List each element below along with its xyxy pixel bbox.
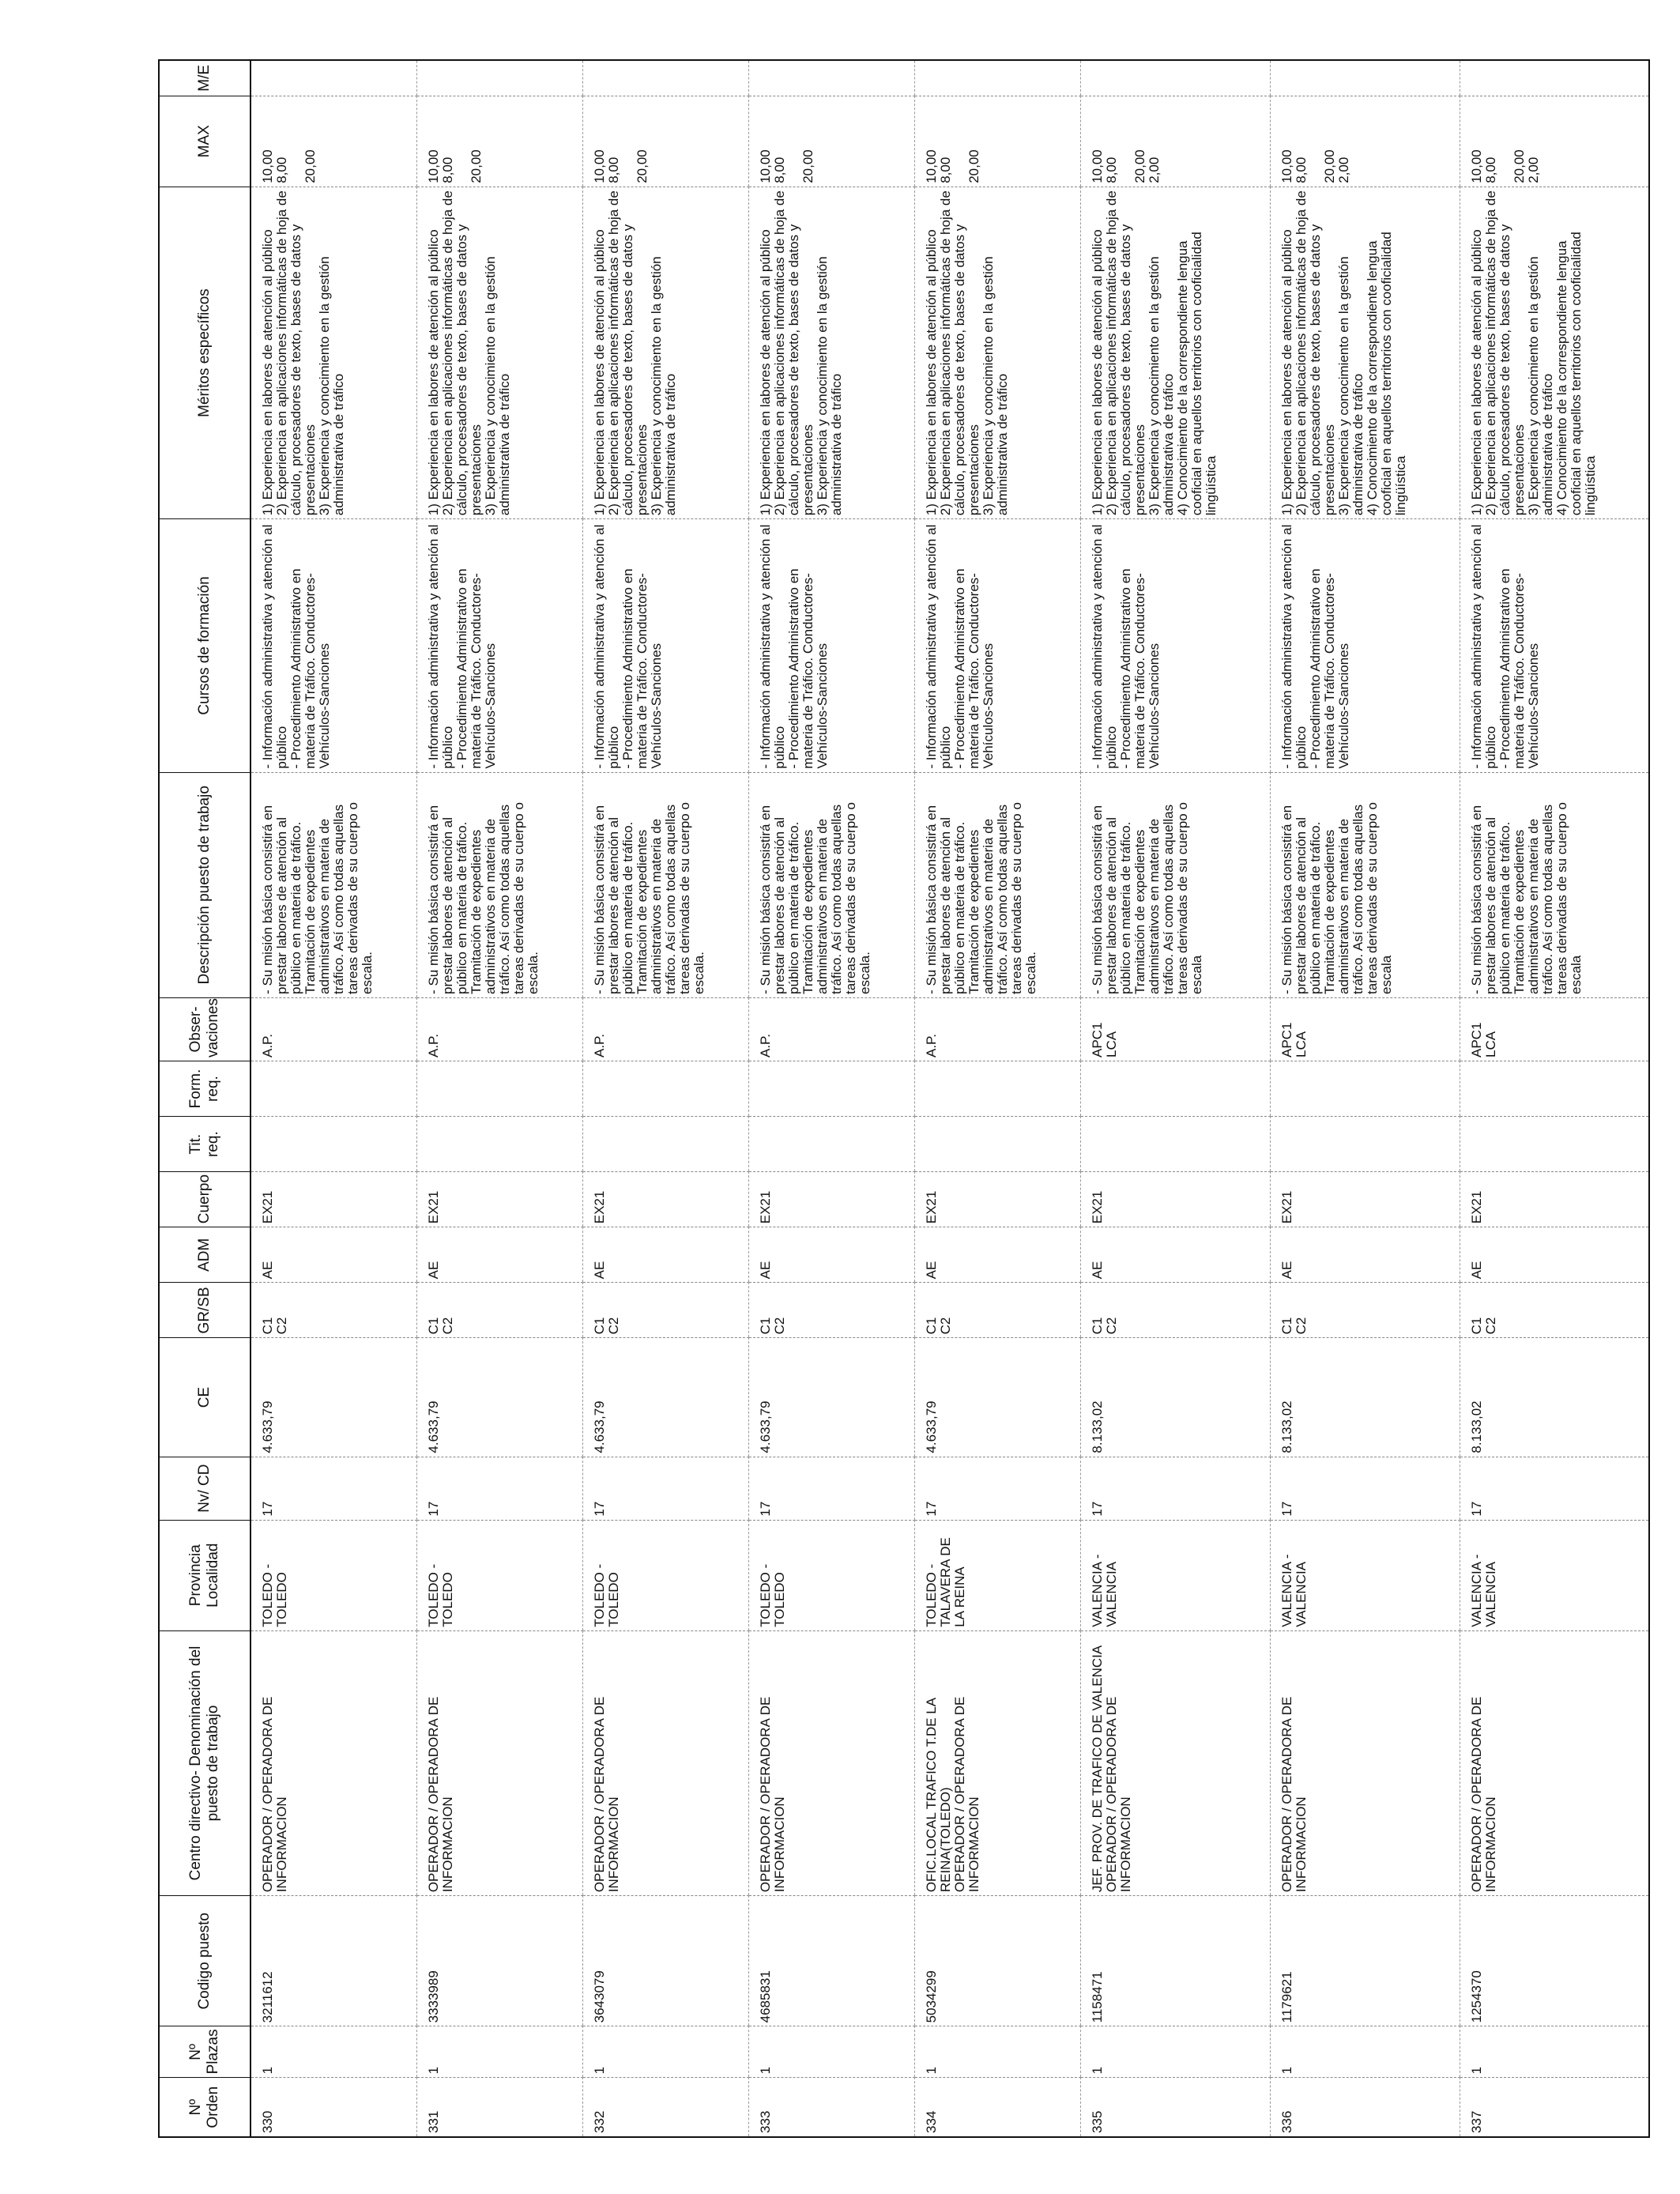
- cell-max: [748, 96, 914, 187]
- cell-observaciones: [582, 997, 748, 1061]
- cell-titulacion: [914, 1117, 1080, 1172]
- grupo-value: C2: [274, 1317, 289, 1335]
- curso-item: - Información administrativa y atención al público: [1468, 524, 1498, 769]
- cell-observaciones: [250, 997, 416, 1061]
- cell-titulacion: [1080, 1117, 1270, 1172]
- cell-ce: 8.133,02: [1270, 1338, 1460, 1457]
- grupo-value: C2: [771, 1317, 787, 1335]
- merito-item: 2) Experiencia en aplicaciones informáticas de hoja de cálculo, procesadores de texto, bases de datos y presentaciones: [439, 190, 484, 516]
- cell-grupo: [748, 1283, 914, 1338]
- cell-centro: [748, 1630, 914, 1895]
- grupo-value: C1: [1279, 1317, 1294, 1335]
- cell-meritos: [1080, 187, 1270, 518]
- curso-item: - Procedimiento Administrativo en materia de Tráfico. Conductores-Vehículos-Sanciones: [620, 568, 664, 769]
- cell-grupo: [914, 1283, 1080, 1338]
- cell-cuerpo: EX21: [748, 1172, 914, 1227]
- max-value: 10,00: [923, 149, 939, 183]
- cell-grupo: [250, 1283, 416, 1338]
- merito-item: 1) Experiencia en labores de atención al público: [1468, 229, 1484, 516]
- cell-codigo: 3211612: [250, 1896, 416, 2026]
- cell-plazas: 1: [1460, 2026, 1649, 2078]
- cell-descripcion: - Su misión básica consistirá en prestar labores de atención al público en materia de tráfico. Tramitación de expedientes administrativos en materia de tráfico. Así como todas aquellas tareas derivadas de su cuerpo o escala: [1460, 772, 1649, 997]
- cell-nivel: 17: [250, 1457, 416, 1520]
- max-value: 10,00: [260, 149, 275, 183]
- cell-cursos: [1460, 519, 1649, 772]
- table-header: [159, 60, 250, 2137]
- cell-cuerpo: EX21: [914, 1172, 1080, 1227]
- cell-observaciones: [1460, 997, 1649, 1061]
- cell-provincia: TOLEDO - TOLEDO: [582, 1520, 748, 1630]
- cell-formacion: [250, 1061, 416, 1117]
- cell-cursos: [914, 519, 1080, 772]
- table-row: [914, 60, 1080, 2137]
- cell-grupo: [582, 1283, 748, 1338]
- cell-descripcion: - Su misión básica consistirá en prestar labores de atención al público en materia de tráfico. Tramitación de expedientes administrativos en materia de tráfico. Así como todas aquellas tareas derivadas de su cuerpo o escala.: [748, 772, 914, 997]
- puesto-denominacion: OPERADOR / OPERADORA DE INFORMACION: [1468, 1696, 1498, 1893]
- cell-me: [748, 60, 914, 96]
- max-value: 8,00: [274, 156, 289, 183]
- table-body: [250, 60, 1649, 2137]
- cell-ce: 4.633,79: [748, 1338, 914, 1457]
- max-value: 10,00: [1468, 149, 1484, 183]
- cell-ce: 8.133,02: [1460, 1338, 1649, 1457]
- cell-codigo: 4685831: [748, 1896, 914, 2026]
- cell-max: [416, 96, 582, 187]
- cell-titulacion: [1270, 1117, 1460, 1172]
- cell-orden: 331: [416, 2078, 582, 2137]
- cell-adm: AE: [416, 1227, 582, 1283]
- observacion-value: A.P.: [425, 1034, 441, 1058]
- cell-plazas: 1: [250, 2026, 416, 2078]
- cell-max: [250, 96, 416, 187]
- header-formacion: Form. req.: [159, 1061, 250, 1117]
- max-value: 8,00: [771, 156, 787, 183]
- table-row: [582, 60, 748, 2137]
- cell-formacion: [748, 1061, 914, 1117]
- cell-cuerpo: EX21: [582, 1172, 748, 1227]
- cell-grupo: [1460, 1283, 1649, 1338]
- cell-centro: [914, 1630, 1080, 1895]
- grupo-value: C1: [425, 1317, 441, 1335]
- cell-cuerpo: EX21: [1080, 1172, 1270, 1227]
- cell-adm: AE: [250, 1227, 416, 1283]
- header-grupo: GR/SB: [159, 1283, 250, 1338]
- cell-adm: AE: [914, 1227, 1080, 1283]
- cell-descripcion: - Su misión básica consistirá en prestar labores de atención al público en materia de tráfico. Tramitación de expedientes administrativos en materia de tráfico. Así como todas aquellas tareas derivadas de su cuerpo o escala.: [416, 772, 582, 997]
- header-codigo: Codigo puesto: [159, 1896, 250, 2026]
- merito-item: 1) Experiencia en labores de atención al público: [260, 229, 275, 516]
- curso-item: - Información administrativa y atención al público: [1279, 524, 1309, 769]
- cell-descripcion: - Su misión básica consistirá en prestar labores de atención al público en materia de tráfico. Tramitación de expedientes administrativos en materia de tráfico. Así como todas aquellas tareas derivadas de su cuerpo o escala: [1080, 772, 1270, 997]
- cell-ce: 8.133,02: [1080, 1338, 1270, 1457]
- cell-orden: 330: [250, 2078, 416, 2137]
- max-value: 8,00: [605, 156, 621, 183]
- cell-cuerpo: EX21: [250, 1172, 416, 1227]
- puesto-denominacion: OPERADOR / OPERADORA DE INFORMACION: [1103, 1696, 1133, 1893]
- cell-codigo: 5034299: [914, 1896, 1080, 2026]
- cell-orden: 332: [582, 2078, 748, 2137]
- cell-codigo: 1254370: [1460, 1896, 1649, 2026]
- observacion-value: APC1: [1089, 1022, 1105, 1058]
- cell-max: [1080, 96, 1270, 187]
- cell-meritos: [582, 187, 748, 518]
- header-titulacion: Tit. req.: [159, 1117, 250, 1172]
- curso-item: - Información administrativa y atención al público: [425, 524, 455, 769]
- puesto-denominacion: OPERADOR / OPERADORA DE INFORMACION: [1279, 1696, 1309, 1893]
- cell-centro: [1080, 1630, 1270, 1895]
- cell-max: [1270, 96, 1460, 187]
- centro-directivo: JEF. PROV. DE TRAFICO DE VALENCIA: [1089, 1645, 1105, 1893]
- cell-me: [416, 60, 582, 96]
- centro-directivo: OFIC.LOCAL TRAFICO T.DE LA REINA(TOLEDO): [923, 1698, 953, 1893]
- grupo-value: C2: [439, 1317, 455, 1335]
- cell-provincia: VALENCIA - VALENCIA: [1080, 1520, 1270, 1630]
- cell-codigo: 3333989: [416, 1896, 582, 2026]
- cell-codigo: 1179621: [1270, 1896, 1460, 2026]
- cell-descripcion: - Su misión básica consistirá en prestar labores de atención al público en materia de tráfico. Tramitación de expedientes administrativos en materia de tráfico. Así como todas aquellas tareas derivadas de su cuerpo o escala: [1270, 772, 1460, 997]
- max-value: 20,00: [1511, 149, 1527, 183]
- puesto-denominacion: OPERADOR / OPERADORA DE INFORMACION: [591, 1696, 621, 1893]
- observacion-value: LCA: [1103, 1031, 1119, 1058]
- curso-item: - Procedimiento Administrativo en materia de Tráfico. Conductores-Vehículos-Sanciones: [1497, 568, 1541, 769]
- table-row: [416, 60, 582, 2137]
- table-row: [748, 60, 914, 2137]
- cell-cursos: [748, 519, 914, 772]
- cell-plazas: 1: [914, 2026, 1080, 2078]
- cell-provincia: TOLEDO - TOLEDO: [748, 1520, 914, 1630]
- header-cursos: Cursos de formación: [159, 519, 250, 772]
- header-cuerpo: Cuerpo: [159, 1172, 250, 1227]
- cell-adm: AE: [582, 1227, 748, 1283]
- cell-nivel: 17: [582, 1457, 748, 1520]
- header-centro: Centro directivo- Denominación del puesto de trabajo: [159, 1630, 250, 1895]
- merito-item: 2) Experiencia en aplicaciones informáticas de hoja de cálculo, procesadores de texto, bases de datos y presentaciones: [771, 190, 816, 516]
- curso-item: - Información administrativa y atención al público: [1089, 524, 1119, 769]
- cell-orden: 335: [1080, 2078, 1270, 2137]
- cell-me: [1080, 60, 1270, 96]
- cell-cuerpo: EX21: [416, 1172, 582, 1227]
- cell-formacion: [1460, 1061, 1649, 1117]
- table-row: [1080, 60, 1270, 2137]
- grupo-value: C1: [260, 1317, 275, 1335]
- grupo-value: C1: [1089, 1317, 1105, 1335]
- cell-formacion: [416, 1061, 582, 1117]
- observacion-value: A.P.: [260, 1034, 275, 1058]
- cell-titulacion: [416, 1117, 582, 1172]
- grupo-value: C2: [937, 1317, 953, 1335]
- cell-centro: [416, 1630, 582, 1895]
- cell-max: [582, 96, 748, 187]
- cell-titulacion: [250, 1117, 416, 1172]
- cell-formacion: [914, 1061, 1080, 1117]
- merito-item: 3) Experiencia y conocimiento en la gestión administrativa de tráfico: [482, 256, 512, 516]
- cell-provincia: TOLEDO - TOLEDO: [416, 1520, 582, 1630]
- curso-item: - Información administrativa y atención al público: [260, 524, 289, 769]
- observacion-value: APC1: [1468, 1022, 1484, 1058]
- cell-provincia: TOLEDO - TOLEDO: [250, 1520, 416, 1630]
- observacion-value: APC1: [1279, 1022, 1294, 1058]
- max-value: 20,00: [468, 149, 484, 183]
- max-value: 20,00: [303, 149, 318, 183]
- cell-cursos: [582, 519, 748, 772]
- cell-orden: 336: [1270, 2078, 1460, 2137]
- cell-titulacion: [1460, 1117, 1649, 1172]
- cell-grupo: [416, 1283, 582, 1338]
- merito-item: 3) Experiencia y conocimiento en la gestión administrativa de tráfico: [317, 256, 346, 516]
- cell-plazas: 1: [416, 2026, 582, 2078]
- max-value: 8,00: [937, 156, 953, 183]
- max-value: 2,00: [1146, 156, 1162, 183]
- max-value: 20,00: [1132, 149, 1147, 183]
- cell-plazas: 1: [1080, 2026, 1270, 2078]
- cell-formacion: [1080, 1061, 1270, 1117]
- merito-item: 2) Experiencia en aplicaciones informáticas de hoja de cálculo, procesadores de texto, bases de datos y presentaciones: [605, 190, 650, 516]
- cell-formacion: [582, 1061, 748, 1117]
- header-plazas: Nº Plazas: [159, 2026, 250, 2078]
- cell-observaciones: [1270, 997, 1460, 1061]
- header-provincia: Provincia Localidad: [159, 1520, 250, 1630]
- table-row: [1460, 60, 1649, 2137]
- cell-nivel: 17: [1080, 1457, 1270, 1520]
- cell-cursos: [1270, 519, 1460, 772]
- merito-item: 3) Experiencia y conocimiento en la gestión administrativa de tráfico: [1525, 256, 1555, 516]
- merito-item: 2) Experiencia en aplicaciones informáticas de hoja de cálculo, procesadores de texto, bases de datos y presentaciones: [937, 190, 981, 516]
- cell-titulacion: [582, 1117, 748, 1172]
- max-value: 10,00: [1089, 149, 1105, 183]
- cell-nivel: 17: [914, 1457, 1080, 1520]
- cell-nivel: 17: [1460, 1457, 1649, 1520]
- positions-sheet: [158, 59, 1598, 2138]
- observacion-value: A.P.: [757, 1034, 773, 1058]
- merito-item: 2) Experiencia en aplicaciones informáticas de hoja de cálculo, procesadores de texto, bases de datos y presentaciones: [1482, 190, 1527, 516]
- merito-item: 1) Experiencia en labores de atención al público: [591, 229, 607, 516]
- positions-table: [158, 59, 1650, 2138]
- cell-adm: AE: [748, 1227, 914, 1283]
- observacion-value: A.P.: [591, 1034, 607, 1058]
- merito-item: 2) Experiencia en aplicaciones informáticas de hoja de cálculo, procesadores de texto, bases de datos y presentaciones: [274, 190, 318, 516]
- cell-max: [914, 96, 1080, 187]
- cell-nivel: 17: [416, 1457, 582, 1520]
- header-max: MAX: [159, 96, 250, 187]
- cell-nivel: 17: [748, 1457, 914, 1520]
- curso-item: - Información administrativa y atención al público: [757, 524, 787, 769]
- header-orden: Nº Orden: [159, 2078, 250, 2137]
- max-value: 10,00: [757, 149, 773, 183]
- curso-item: - Procedimiento Administrativo en materia de Tráfico. Conductores-Vehículos-Sanciones: [288, 568, 332, 769]
- observacion-value: A.P.: [923, 1034, 939, 1058]
- merito-item: 2) Experiencia en aplicaciones informáticas de hoja de cálculo, procesadores de texto, bases de datos y presentaciones: [1103, 190, 1147, 516]
- max-value: 8,00: [1482, 156, 1498, 183]
- max-value: 20,00: [1321, 149, 1337, 183]
- cell-cuerpo: EX21: [1460, 1172, 1649, 1227]
- cell-centro: [582, 1630, 748, 1895]
- header-observaciones: Obser- vaciones: [159, 997, 250, 1061]
- cell-provincia: VALENCIA - VALENCIA: [1460, 1520, 1649, 1630]
- max-value: 2,00: [1525, 156, 1541, 183]
- grupo-value: C1: [1468, 1317, 1484, 1335]
- cell-plazas: 1: [748, 2026, 914, 2078]
- cell-me: [1270, 60, 1460, 96]
- cell-adm: AE: [1460, 1227, 1649, 1283]
- merito-item: 4) Conocimiento de la correspondiente lengua cooficial en aquellos territorios con cooficialidad lingüística: [1364, 232, 1408, 516]
- merito-item: 3) Experiencia y conocimiento en la gestión administrativa de tráfico: [980, 256, 1010, 516]
- puesto-denominacion: OPERADOR / OPERADORA DE INFORMACION: [260, 1696, 289, 1893]
- merito-item: 4) Conocimiento de la correspondiente lengua cooficial en aquellos territorios con cooficialidad lingüística: [1554, 232, 1598, 516]
- cell-me: [250, 60, 416, 96]
- cell-adm: AE: [1080, 1227, 1270, 1283]
- cell-ce: 4.633,79: [914, 1338, 1080, 1457]
- cell-grupo: [1270, 1283, 1460, 1338]
- cell-orden: 334: [914, 2078, 1080, 2137]
- grupo-value: C1: [757, 1317, 773, 1335]
- observacion-value: LCA: [1293, 1031, 1309, 1058]
- header-meritos: Méritos específicos: [159, 187, 250, 518]
- cell-cursos: [250, 519, 416, 772]
- curso-item: - Procedimiento Administrativo en materia de Tráfico. Conductores-Vehículos-Sanciones: [785, 568, 830, 769]
- merito-item: 1) Experiencia en labores de atención al público: [757, 229, 773, 516]
- cell-me: [582, 60, 748, 96]
- cell-centro: [1270, 1630, 1460, 1895]
- cell-cursos: [1080, 519, 1270, 772]
- table-row: [1270, 60, 1460, 2137]
- merito-item: 1) Experiencia en labores de atención al público: [425, 229, 441, 516]
- curso-item: - Procedimiento Administrativo en materia de Tráfico. Conductores-Vehículos-Sanciones: [1307, 568, 1351, 769]
- puesto-denominacion: OPERADOR / OPERADORA DE INFORMACION: [757, 1696, 787, 1893]
- cell-plazas: 1: [1270, 2026, 1460, 2078]
- cell-ce: 4.633,79: [250, 1338, 416, 1457]
- curso-item: - Información administrativa y atención al público: [923, 524, 953, 769]
- cell-meritos: [250, 187, 416, 518]
- header-adm: ADM: [159, 1227, 250, 1283]
- cell-observaciones: [1080, 997, 1270, 1061]
- puesto-denominacion: OPERADOR / OPERADORA DE INFORMACION: [425, 1696, 455, 1893]
- cell-meritos: [914, 187, 1080, 518]
- cell-me: [914, 60, 1080, 96]
- merito-item: 1) Experiencia en labores de atención al público: [1279, 229, 1294, 516]
- cell-cursos: [416, 519, 582, 772]
- curso-item: - Información administrativa y atención al público: [591, 524, 621, 769]
- header-nivel: Nv/ CD: [159, 1457, 250, 1520]
- grupo-value: C1: [923, 1317, 939, 1335]
- cell-descripcion: - Su misión básica consistirá en prestar labores de atención al público en materia de tráfico. Tramitación de expedientes administrativos en materia de tráfico. Así como todas aquellas tareas derivadas de su cuerpo o escala.: [582, 772, 748, 997]
- merito-item: 1) Experiencia en labores de atención al público: [923, 229, 939, 516]
- grupo-value: C2: [1103, 1317, 1119, 1335]
- merito-item: 3) Experiencia y conocimiento en la gestión administrativa de tráfico: [648, 256, 678, 516]
- curso-item: - Procedimiento Administrativo en materia de Tráfico. Conductores-Vehículos-Sanciones: [1117, 568, 1162, 769]
- cell-max: [1460, 96, 1649, 187]
- max-value: 20,00: [634, 149, 650, 183]
- grupo-value: C2: [605, 1317, 621, 1335]
- max-value: 10,00: [591, 149, 607, 183]
- max-value: 8,00: [439, 156, 455, 183]
- cell-formacion: [1270, 1061, 1460, 1117]
- header-descripcion: Descripción puesto de trabajo: [159, 772, 250, 997]
- max-value: 20,00: [966, 149, 981, 183]
- max-value: 8,00: [1293, 156, 1309, 183]
- merito-item: 3) Experiencia y conocimiento en la gestión administrativa de tráfico: [1335, 256, 1365, 516]
- cell-provincia: TOLEDO - TALAVERA DE LA REINA: [914, 1520, 1080, 1630]
- cell-observaciones: [416, 997, 582, 1061]
- cell-codigo: 3643079: [582, 1896, 748, 2026]
- curso-item: - Procedimiento Administrativo en materia de Tráfico. Conductores-Vehículos-Sanciones: [951, 568, 996, 769]
- cell-orden: 337: [1460, 2078, 1649, 2137]
- cell-provincia: VALENCIA - VALENCIA: [1270, 1520, 1460, 1630]
- cell-centro: [1460, 1630, 1649, 1895]
- cell-centro: [250, 1630, 416, 1895]
- puesto-denominacion: OPERADOR / OPERADORA DE INFORMACION: [951, 1696, 981, 1893]
- max-value: 2,00: [1335, 156, 1351, 183]
- cell-titulacion: [748, 1117, 914, 1172]
- header-ce: CE: [159, 1338, 250, 1457]
- max-value: 10,00: [1279, 149, 1294, 183]
- merito-item: 1) Experiencia en labores de atención al público: [1089, 229, 1105, 516]
- cell-observaciones: [748, 997, 914, 1061]
- cell-cuerpo: EX21: [1270, 1172, 1460, 1227]
- cell-plazas: 1: [582, 2026, 748, 2078]
- cell-codigo: 1158471: [1080, 1896, 1270, 2026]
- curso-item: - Procedimiento Administrativo en materia de Tráfico. Conductores-Vehículos-Sanciones: [454, 568, 498, 769]
- cell-descripcion: - Su misión básica consistirá en prestar labores de atención al público en materia de tráfico. Tramitación de expedientes administrativos en materia de tráfico. Así como todas aquellas tareas derivadas de su cuerpo o escala.: [250, 772, 416, 997]
- max-value: 8,00: [1103, 156, 1119, 183]
- merito-item: 4) Conocimiento de la correspondiente lengua cooficial en aquellos territorios con cooficialidad lingüística: [1174, 232, 1219, 516]
- max-value: 20,00: [800, 149, 816, 183]
- cell-ce: 4.633,79: [416, 1338, 582, 1457]
- grupo-value: C2: [1293, 1317, 1309, 1335]
- max-value: 10,00: [425, 149, 441, 183]
- cell-meritos: [748, 187, 914, 518]
- cell-nivel: 17: [1270, 1457, 1460, 1520]
- merito-item: 2) Experiencia en aplicaciones informáticas de hoja de cálculo, procesadores de texto, bases de datos y presentaciones: [1293, 190, 1337, 516]
- cell-ce: 4.633,79: [582, 1338, 748, 1457]
- cell-meritos: [1460, 187, 1649, 518]
- cell-observaciones: [914, 997, 1080, 1061]
- cell-orden: 333: [748, 2078, 914, 2137]
- cell-meritos: [1270, 187, 1460, 518]
- cell-me: [1460, 60, 1649, 96]
- merito-item: 3) Experiencia y conocimiento en la gestión administrativa de tráfico: [1146, 256, 1176, 516]
- header-me: M/E: [159, 60, 250, 96]
- observacion-value: LCA: [1482, 1031, 1498, 1058]
- cell-descripcion: - Su misión básica consistirá en prestar labores de atención al público en materia de tráfico. Tramitación de expedientes administrativos en materia de tráfico. Así como todas aquellas tareas derivadas de su cuerpo o escala.: [914, 772, 1080, 997]
- grupo-value: C1: [591, 1317, 607, 1335]
- merito-item: 3) Experiencia y conocimiento en la gestión administrativa de tráfico: [814, 256, 844, 516]
- grupo-value: C2: [1482, 1317, 1498, 1335]
- cell-meritos: [416, 187, 582, 518]
- table-row: [250, 60, 416, 2137]
- cell-adm: AE: [1270, 1227, 1460, 1283]
- cell-grupo: [1080, 1283, 1270, 1338]
